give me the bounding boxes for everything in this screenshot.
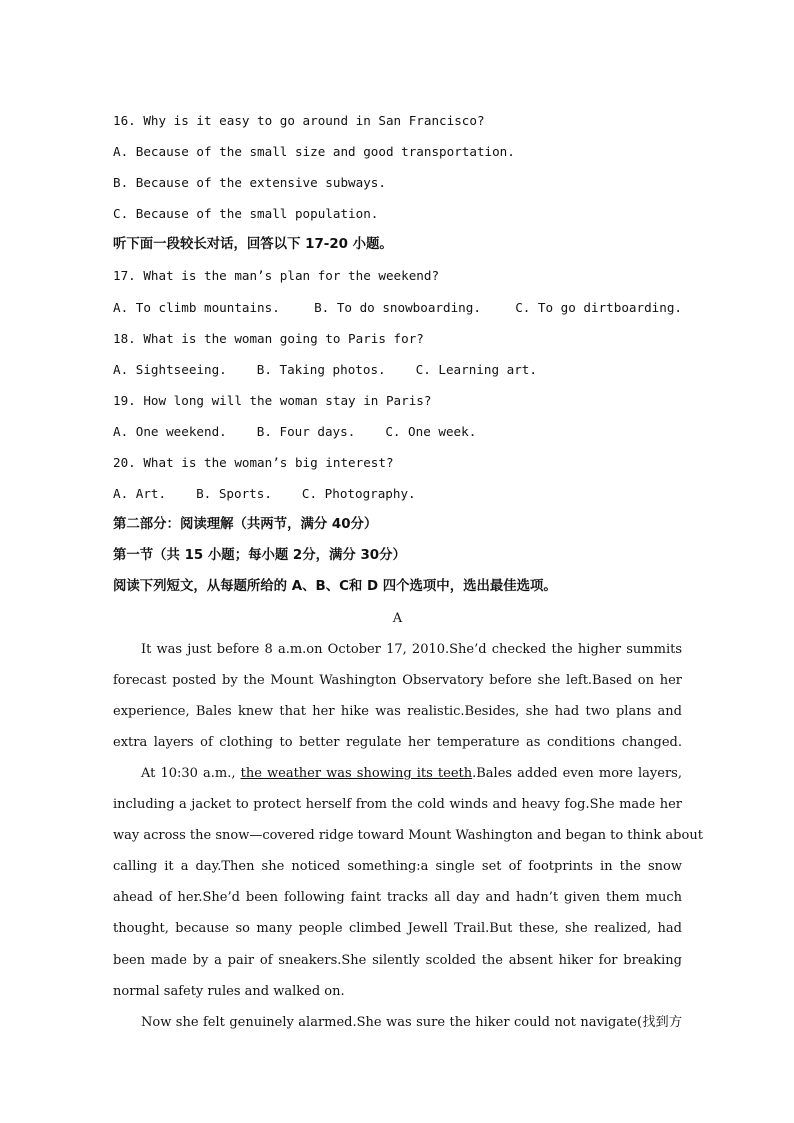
q18-option-a: A. Sightseeing. <box>113 361 227 377</box>
reading-instructions: 阅读下列短文，从每题所给的 A、B、C和 D 四个选项中，选出最佳选项。 <box>113 579 557 595</box>
q20-option-c: C. Photography. <box>301 486 416 502</box>
q18-option-b: B. Taking photos. <box>256 361 386 377</box>
q19-option-a: A. One weekend. <box>113 423 227 439</box>
long-dialogue-instruction: 听下面一段较长对话，回答以下 17-20 小题。 <box>113 237 393 253</box>
q18-option-c: C. Learning art. <box>415 361 537 377</box>
q16-option-c: C. Because of the small population. <box>113 206 379 222</box>
passage-line: It was just before 8 a.m.on October 17, 2010.She’d checked the higher summits <box>141 641 682 657</box>
p2-rest: .Bales added even more layers, <box>472 765 682 781</box>
q16-option-b: B. Because of the extensive subways. <box>113 175 386 191</box>
q19-options <box>113 416 682 447</box>
passage-paragraph-1 <box>113 634 682 758</box>
passage-line: Now she felt genuinely alarmed.She was sure the hiker could not navigate(找到方 <box>141 1014 682 1030</box>
q17-question: 17. What is the man’s plan for the weekend? <box>113 268 440 284</box>
q18-question: 18. What is the woman going to Paris for? <box>113 330 424 346</box>
q20-option-b: B. Sports. <box>196 486 272 502</box>
passage-line: extra layers of clothing to better regulate her temperature as conditions changed. <box>113 734 682 750</box>
q16-option-a: A. Because of the small size and good transportation. <box>113 144 515 160</box>
passage-line: experience, Bales knew that her hike was realistic.Besides, she had two plans and <box>113 703 682 719</box>
passage-line: calling it a day.Then she noticed something:a single set of footprints in the snow <box>113 859 682 875</box>
passage-line <box>113 758 682 789</box>
underlined-phrase: the weather was showing its teeth <box>240 765 473 781</box>
q17-option-c: C. To go dirtboarding. <box>515 299 682 315</box>
q20-question: 20. What is the woman’s big interest? <box>113 455 394 471</box>
q17-options <box>113 292 682 323</box>
q19-option-b: B. Four days. <box>256 423 356 439</box>
passage-line: ahead of her.She’d been following faint tracks all day and hadn’t given them much <box>113 890 682 906</box>
q20-options <box>113 478 682 509</box>
passage-line: way across the snow—covered ridge toward Mount Washington and began to think about <box>113 828 703 844</box>
passage-line: been made by a pair of sneakers.She silently scolded the absent hiker for breaking <box>113 952 682 968</box>
q17-option-a: A. To climb mountains. <box>113 299 280 315</box>
p2-prefix: At 10:30 a.m., <box>141 765 241 781</box>
passage-label: A <box>392 610 403 626</box>
passage-line: thought, because so many people climbed Jewell Trail.But these, she realized, had <box>113 921 682 937</box>
part2-title: 第二部分：阅读理解（共两节，满分 40分） <box>113 517 378 533</box>
q20-option-a: A. Art. <box>113 486 167 502</box>
q19-question: 19. How long will the woman stay in Paris? <box>113 392 432 408</box>
section1-title: 第一节（共 15 小题；每小题 2分，满分 30分） <box>113 548 406 564</box>
q16-question: 16. Why is it easy to go around in San Francisco? <box>113 113 485 128</box>
passage-paragraph-2 <box>113 758 703 1007</box>
passage-line: normal safety rules and walked on. <box>113 983 345 999</box>
passage-line: forecast posted by the Mount Washington Observatory before she left.Based on her <box>113 672 682 688</box>
q19-option-c: C. One week. <box>385 423 477 439</box>
q18-options <box>113 354 682 385</box>
passage-paragraph-3 <box>113 1007 682 1038</box>
q17-option-b: B. To do snowboarding. <box>314 299 481 315</box>
passage-line: including a jacket to protect herself from the cold winds and heavy fog.She made her <box>113 797 682 813</box>
